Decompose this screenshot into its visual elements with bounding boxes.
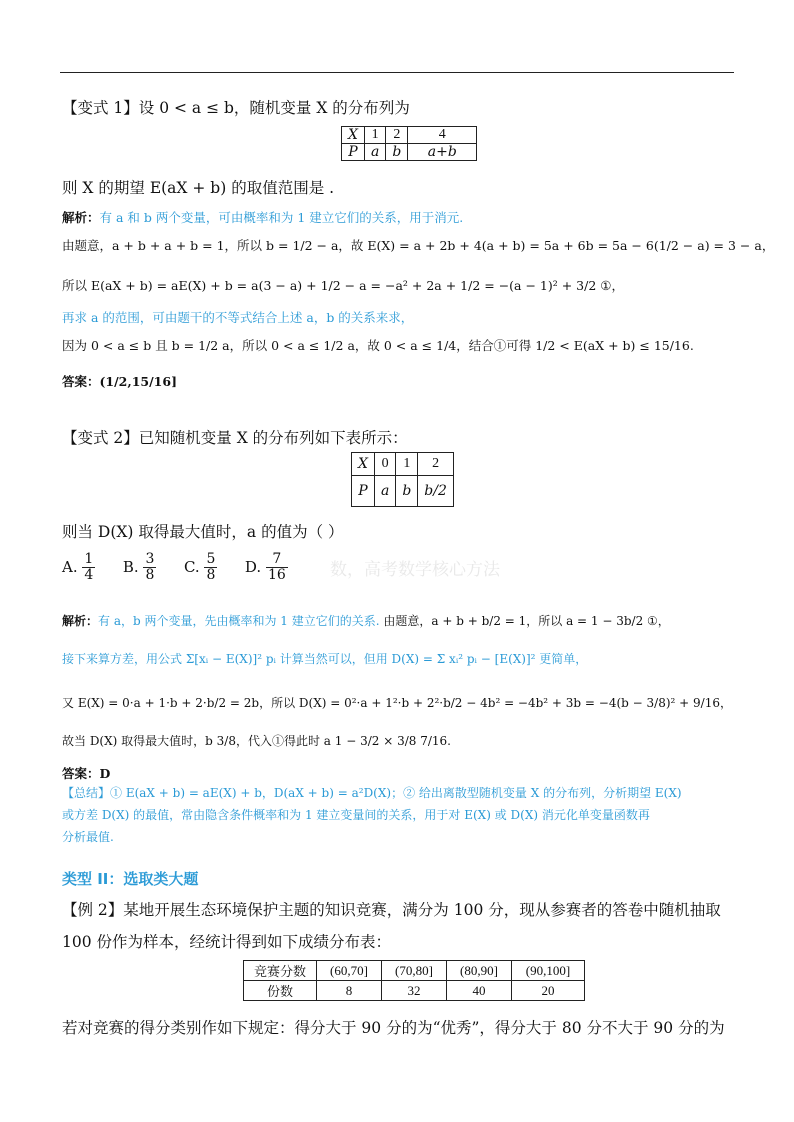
bianshi1-jiexi-line: [62, 208, 463, 226]
option-letter: C.: [183, 557, 200, 576]
li2-text-line: 若对竞赛的得分类别作如下规定：得分大于 90 分的为“优秀”，得分大于 80 分不大于 90 分的为: [62, 1019, 725, 1037]
bianshi2-distribution-table: [351, 452, 454, 507]
li2-text-line: 【例 2】某地开展生态环境保护主题的知识竞赛，满分为 100 分，现从参赛者的答卷中随机抽取: [62, 901, 721, 919]
bianshi1-derivation-line: 因为 0 < a ≤ b 且 b = 1/2 a，所以 0 < a ≤ 1/2 a，故 0 < a ≤ 1/4，结合①可得 1/2 < E(aX + b) ≤ 15/16.: [62, 338, 694, 353]
bianshi1-derivation-line: 由题意，a + b + a + b = 1，所以 b = 1/2 − a，故 E(X) = a + 2b + 4(a + b) = 5a + 6b = 5a − 6(1/2 − a) = 3 − a，: [62, 238, 775, 253]
fraction-denominator: 16: [267, 567, 286, 583]
score-distribution-table: [243, 960, 585, 1001]
bianshi1-distribution-table: [341, 126, 477, 161]
table-cell: P: [342, 144, 365, 161]
table-cell: 1: [396, 453, 418, 476]
bianshi1-derivation-line: 所以 E(aX + b) = aE(X) + b = a(3 − a) + 1/2 − a = −a² + 2a + 1/2 = −(a − 1)² + 3/2 ①，: [62, 278, 624, 293]
bianshi2-derivation-line: 故当 D(X) 取得最大值时，b 3/8，代入①得此时 a 1 − 3/2 × 3/8 7/16.: [62, 734, 451, 748]
table-header-cell: (70,80]: [382, 961, 447, 981]
table-header-cell: (90,100]: [512, 961, 585, 981]
header-rule: [60, 72, 734, 73]
table-cell: 32: [382, 981, 447, 1001]
jiexi-derivation: 由题意，a + b + b/2 = 1，所以 a = 1 − 3b/2 ①，: [383, 614, 670, 628]
bianshi2-hint-line: 接下来算方差，用公式 Σ[xᵢ − E(X)]² pᵢ 计算当然可以，但用 D(X) = Σ xᵢ² pᵢ − [E(X)]² 更简单，: [62, 652, 588, 666]
table-header-cell: (60,70]: [317, 961, 382, 981]
summary-line: 或方差 D(X) 的最值，常由隐含条件概率和为 1 建立变量间的关系，用于对 E(X) 或 D(X) 消元化单变量函数再: [62, 808, 650, 822]
option-a[interactable]: [62, 551, 100, 583]
bianshi2-question: 则当 D(X) 取得最大值时，a 的值为（ ）: [62, 523, 344, 541]
table-header-cell: 竞赛分数: [244, 961, 317, 981]
table-cell: b: [386, 144, 408, 161]
table-cell: 2: [386, 127, 408, 144]
option-fraction: [266, 552, 288, 583]
fraction-numerator: 3: [145, 551, 155, 567]
li2-text-line: 100 份作为样本，经统计得到如下成绩分布表：: [62, 933, 392, 951]
bianshi1-answer: 答案：(1/2,15/16]: [62, 374, 177, 389]
fraction-numerator: 5: [206, 551, 216, 567]
table-cell: b/2: [418, 476, 454, 507]
table-cell: b: [396, 476, 418, 507]
fraction-numerator: 7: [266, 552, 288, 568]
bianshi2-options: [62, 552, 288, 583]
table-cell: X: [352, 453, 375, 476]
table-cell: a+b: [408, 144, 477, 161]
option-fraction: [204, 552, 217, 583]
table-cell: 份数: [244, 981, 317, 1001]
table-cell: 20: [512, 981, 585, 1001]
jiexi-hint: 有 a，b 两个变量，先由概率和为 1 建立它们的关系.: [98, 614, 380, 628]
fraction-numerator: 1: [84, 551, 94, 567]
fraction-denominator: 8: [145, 567, 155, 583]
option-letter: A.: [62, 557, 78, 576]
summary-line: 分析最值.: [62, 830, 114, 844]
option-d[interactable]: [244, 551, 288, 583]
table-cell: 8: [317, 981, 382, 1001]
fraction-denominator: 8: [206, 567, 216, 583]
jiexi-label: 解析：: [62, 210, 100, 225]
table-header-cell: (80,90]: [447, 961, 512, 981]
table-cell: 40: [447, 981, 512, 1001]
bianshi2-jiexi-line: [62, 612, 670, 629]
bianshi1-question: 则 X 的期望 E(aX + b) 的取值范围是 .: [62, 179, 335, 197]
option-letter: B.: [122, 557, 139, 576]
watermark-text: 数，高考数学核心方法: [330, 560, 500, 580]
table-cell: 1: [364, 127, 385, 144]
option-letter: D.: [244, 557, 262, 576]
table-cell: P: [352, 476, 375, 507]
table-cell: X: [342, 127, 365, 144]
bianshi1-heading: 【变式 1】设 0 < a ≤ b，随机变量 X 的分布列为: [62, 99, 410, 117]
fraction-denominator: 4: [84, 567, 94, 583]
table-cell: 0: [374, 453, 395, 476]
summary-line: 【总结】① E(aX + b) = aE(X) + b，D(aX + b) = a²D(X)；② 给出离散型随机变量 X 的分布列，分析期望 E(X): [62, 786, 682, 800]
bianshi2-heading: 【变式 2】已知随机变量 X 的分布列如下表所示：: [62, 429, 408, 447]
option-c[interactable]: [183, 551, 222, 583]
jiexi-hint: 有 a 和 b 两个变量，可由概率和为 1 建立它们的关系，用于消元.: [99, 210, 464, 225]
bianshi2-answer: 答案：D: [62, 766, 111, 781]
bianshi2-derivation-line: 又 E(X) = 0·a + 1·b + 2·b/2 = 2b，所以 D(X) = 0²·a + 1²·b + 2²·b/2 − 4b² = −4b² + 3b = −4(b − 3/8)² + 9/16，: [62, 696, 732, 710]
table-cell: 4: [408, 127, 477, 144]
table-cell: a: [364, 144, 385, 161]
table-cell: a: [374, 476, 395, 507]
option-b[interactable]: [122, 551, 161, 583]
table-cell: 2: [418, 453, 454, 476]
section-title: 类型 II：选取类大题: [62, 870, 199, 888]
jiexi-label: 解析：: [62, 614, 99, 628]
option-fraction: [143, 552, 156, 583]
bianshi1-hint-line: 再求 a 的范围，可由题干的不等式结合上述 a，b 的关系来求，: [62, 310, 414, 325]
option-fraction: [82, 552, 95, 583]
